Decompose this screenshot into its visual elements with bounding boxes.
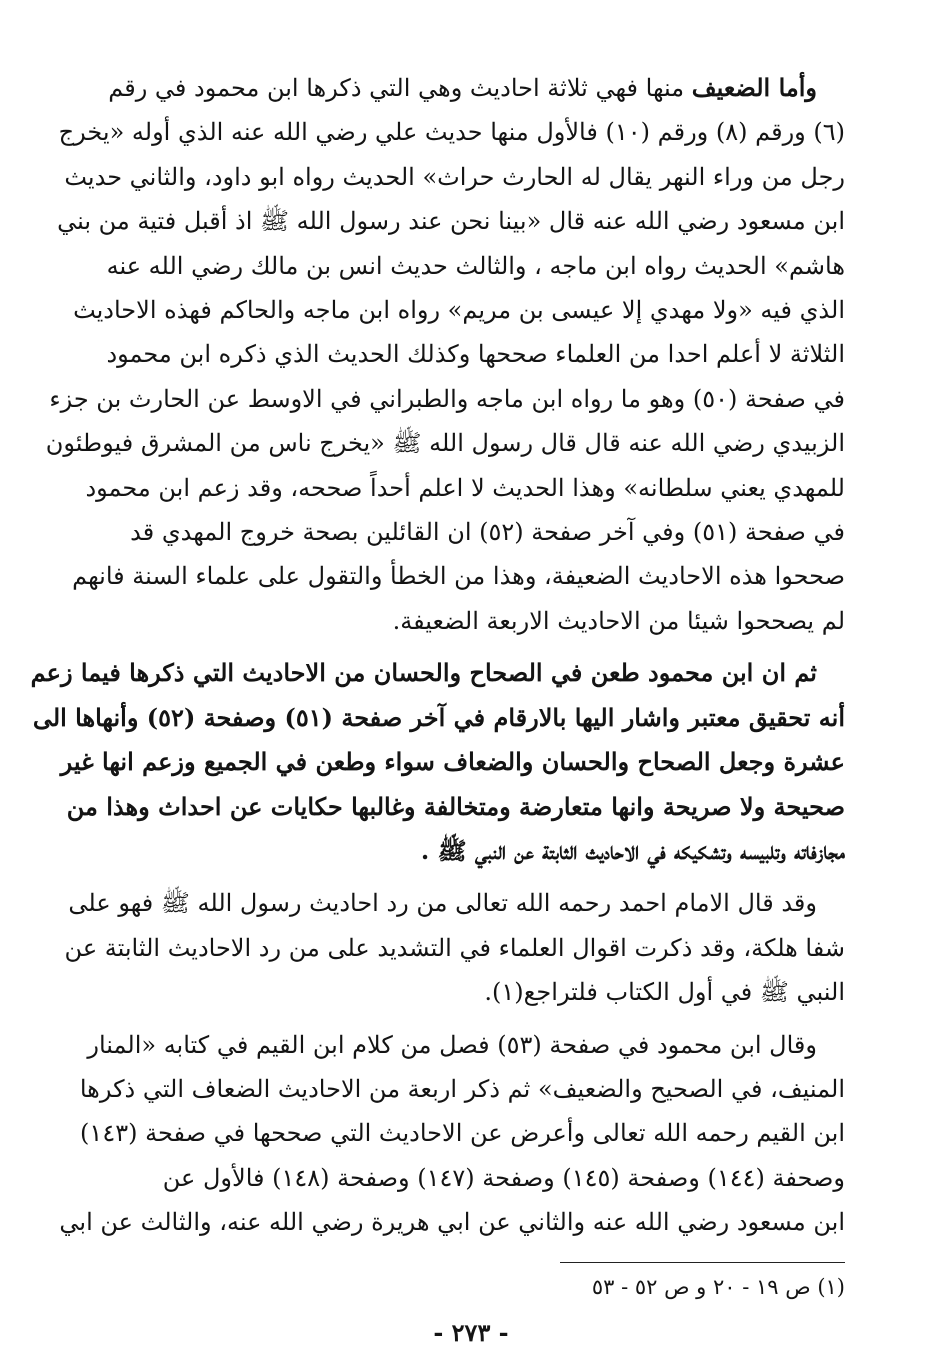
page-number: - ٢٧٣ -: [433, 1318, 509, 1347]
text-line: الزبيدي رضي الله عنه قال قال رسول الله ﷺ «يخرج ناس من المشرق فيوطئون: [45, 429, 845, 458]
text-line: مجازفاته وتلبيسه وتشكيكه في الاحاديث الثابتة عن النبي ﷺ .: [420, 835, 845, 865]
text-line: ابن مسعود رضي الله عنه والثاني عن ابي هريرة رضي الله عنه، والثالث عن ابي: [59, 1208, 845, 1237]
text-line: (٦) ورقم (٨) ورقم (١٠) فالأول منها حديث علي رضي الله عنه الذي أوله «يخرج: [58, 118, 845, 147]
text-line: أنه تحقيق معتبر واشار اليها بالارقام في آخر صفحة (٥١) وصفحة (٥٢) وأنهاها الى: [32, 702, 845, 732]
text-line: وصحفة (١٤٤) وصفحة (١٤٥) وصفحة (١٤٧) وصفحة (١٤٨) فالأول عن: [162, 1163, 845, 1192]
paragraph-critique: [30, 651, 845, 873]
paragraph-ibn-qayyim: [59, 1023, 845, 1245]
text-line: شفا هلكة، وقد ذكرت اقوال العلماء في التشديد على من رد الاحاديث الثابتة عن: [64, 933, 845, 962]
text-line: وقال ابن محمود في صفحة (٥٣) فصل من كلام ابن القيم في كتابه «المنار: [87, 1030, 817, 1059]
paragraph-imam-ahmad: [64, 881, 845, 1014]
text-line: النبي ﷺ في أول الكتاب فلتراجع(١).: [484, 978, 845, 1007]
text-line: للمهدي يعني سلطانه» وهذا الحديث لا اعلم أحداً صححه، وقد زعم ابن محمود: [85, 473, 845, 502]
text-line: ابن مسعود رضي الله عنه قال «بينا نحن عند رسول الله ﷺ اذ أقبل فتية من بني: [57, 207, 845, 236]
paragraph-weak-hadiths: [45, 66, 845, 643]
text-line: الذي فيه «ولا مهدي إلا عيسى بن مريم» رواه ابن ماجه والحاكم فهذه الاحاديث: [73, 296, 845, 325]
text-line: صحيحة ولا صريحة وانها متعارضة ومتخالفة وغالبها حكايات عن احداث وهذا من: [66, 791, 845, 821]
text-line: عشرة وجعل الصحاح والحسان والضعاف سواء وطعن في الجميع وزعم انها غير: [60, 747, 845, 777]
text-line: وأما الضعيف منها فهي ثلاثة احاديث وهي التي ذكرها ابن محمود في رقم: [108, 73, 817, 102]
text-line: وقد قال الامام احمد رحمه الله تعالى من رد احاديث رسول الله ﷺ فهو على: [68, 889, 817, 918]
text-line: ثم ان ابن محمود طعن في الصحاح والحسان من الاحاديث التي ذكرها فيما زعم: [30, 658, 817, 688]
text-line: في صفحة (٥٠) وهو ما رواه ابن ماجه والطبراني في الاوسط عن الحارث بن جزء: [49, 384, 845, 413]
text-line: في صفحة (٥١) وفي آخر صفحة (٥٢) ان القائلين بصحة خروج المهدي قد: [130, 518, 845, 547]
text-line: رجل من وراء النهر يقال له الحارث حراث» الحديث رواه ابو داود، والثاني حديث: [64, 162, 845, 191]
text-line: صححوا هذه الاحاديث الضعيفة، وهذا من الخطأ والتقول على علماء السنة فانهم: [72, 562, 845, 591]
footnote-divider: [560, 1262, 845, 1263]
text-line: المنيف، في الصحيح والضعيف» ثم ذكر اربعة من الاحاديث الضعاف التي ذكرها: [79, 1074, 845, 1103]
footnote: (١) ص ١٩ - ٢٠ و ص ٥٢ - ٥٣: [591, 1275, 845, 1299]
text-line: هاشم» الحديث رواه ابن ماجه ، والثالث حديث انس بن مالك رضي الله عنه: [106, 251, 845, 280]
page-body: [30, 66, 845, 1245]
text-line: الثلاثة لا أعلم احدا من العلماء صححها وكذلك الحديث الذي ذكره ابن محمود: [106, 340, 845, 369]
text-line: لم يصححوا شيئا من الاحاديث الاربعة الضعيفة.: [392, 606, 845, 635]
lead-heading: وأما الضعيف: [691, 73, 817, 102]
text-line: ابن القيم رحمه الله تعالى وأعرض عن الاحاديث التي صححها في صفحة (١٤٣): [80, 1119, 845, 1148]
